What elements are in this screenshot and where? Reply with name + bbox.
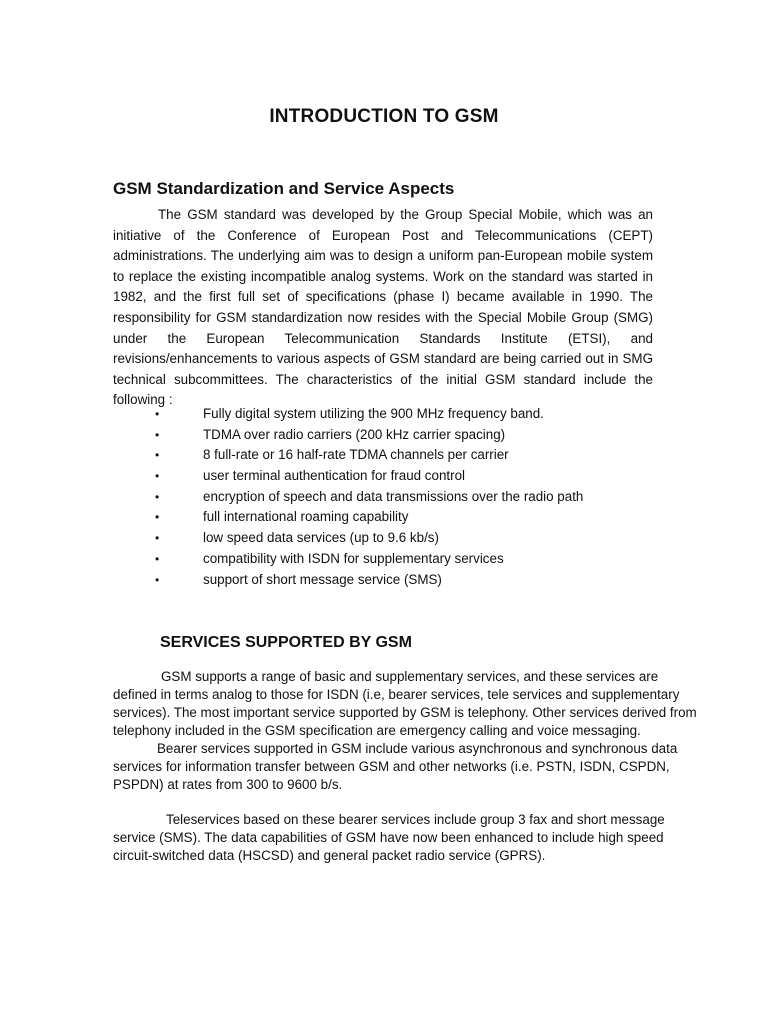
services-paragraph [113, 668, 697, 794]
bullet-icon: • [155, 572, 160, 587]
list-item [155, 425, 583, 446]
paragraph-line: services for information transfer between GSM and other networks (i.e. PSTN, ISDN, CSPDN, [113, 759, 670, 774]
page-title: INTRODUCTION TO GSM [269, 106, 499, 127]
list-item [155, 570, 583, 591]
list-item-text: low speed data services (up to 9.6 kb/s) [203, 530, 439, 546]
paragraph-line: Bearer services supported in GSM include various asynchronous and synchronous data [157, 741, 678, 756]
characteristics-list [155, 404, 583, 590]
bullet-icon: • [155, 469, 160, 484]
paragraph-line: defined in terms analog to those for ISDN (i.e, bearer services, tele services and supplementary [113, 687, 680, 702]
paragraph-line: PSPDN) at rates from 300 to 9600 b/s. [113, 777, 343, 792]
teleservices-paragraph [113, 811, 665, 865]
standardization-paragraph: The GSM standard was developed by the Group Special Mobile, which was an initiative of the Conference of European Post and Telecommunications (CEPT) administrations. The underlying aim was to design a uniform pan-European mobile system to replace the existing incompatible analog systems. Work on the standard was started in 1982, and the first full set of specifications (phase I) became available in 1990. The responsibility for GSM standardization now resides with the Special Mobile Group (SMG) under the European Telecommunication Standards Institute (ETSI), and revisions/enhancements to various aspects of GSM standard are being carried out in SMG technical subcommittees. The characteristics of the initial GSM standard include the following : [113, 207, 653, 408]
paragraph-line: telephony included in the GSM specification are emergency calling and voice messaging. [113, 723, 641, 738]
list-item [155, 507, 583, 528]
list-item [155, 487, 583, 508]
bullet-icon: • [155, 531, 160, 546]
list-item-text: encryption of speech and data transmissions over the radio path [203, 488, 584, 504]
list-item [155, 445, 583, 466]
list-item [155, 528, 583, 549]
list-item [155, 549, 583, 570]
bullet-icon: • [155, 448, 160, 463]
list-item-text: compatibility with ISDN for supplementary services [203, 550, 504, 566]
bullet-icon: • [155, 427, 160, 442]
bullet-icon: • [155, 407, 160, 421]
section-heading-services: SERVICES SUPPORTED BY GSM [160, 634, 412, 651]
bullet-icon: • [155, 510, 160, 525]
section-heading-standardization: GSM Standardization and Service Aspects [113, 179, 455, 198]
paragraph-line: services). The most important service supported by GSM is telephony. Other services derived from [113, 705, 697, 720]
paragraph-line: Teleservices based on these bearer services include group 3 fax and short message [166, 812, 665, 827]
paragraph-line: GSM supports a range of basic and supplementary services, and these services are [161, 669, 659, 684]
bullet-icon: • [155, 551, 160, 566]
paragraph-line: service (SMS). The data capabilities of GSM have now been enhanced to include high speed [113, 830, 664, 845]
list-item [155, 466, 583, 487]
paragraph-line: circuit-switched data (HSCSD) and general packet radio service (GPRS). [113, 848, 546, 863]
list-item-text: 8 full-rate or 16 half-rate TDMA channels per carrier [203, 447, 509, 463]
bullet-icon: • [155, 489, 160, 504]
list-item [155, 404, 583, 425]
list-item-text: TDMA over radio carriers (200 kHz carrier spacing) [203, 426, 506, 442]
list-item-text: support of short message service (SMS) [203, 571, 442, 587]
list-item-text: user terminal authentication for fraud control [203, 468, 466, 484]
list-item-text: Fully digital system utilizing the 900 MHz frequency band. [203, 406, 544, 421]
list-item-text: full international roaming capability [203, 509, 409, 525]
